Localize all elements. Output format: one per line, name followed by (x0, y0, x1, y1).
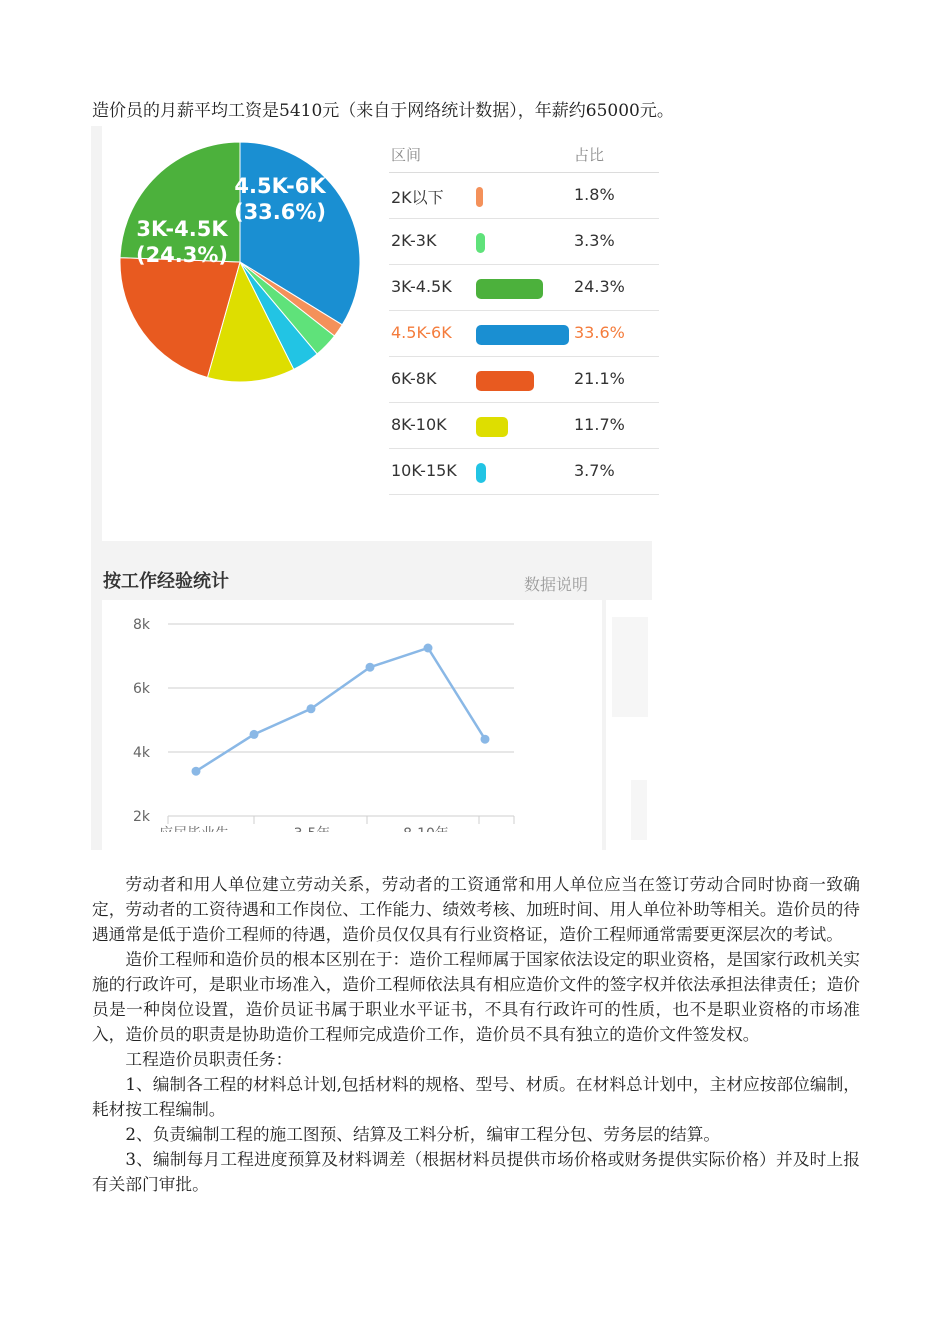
pie-slice-label: (33.6%) (233, 200, 327, 224)
side-placeholder-top (612, 617, 648, 717)
paragraph: 造价工程师和造价员的根本区别在于：造价工程师属于国家依法设定的职业资格，是国家行政机关实施的行政许可，是职业市场准入，造价工程师依法具有相应造价文件的签字权并依法承担法律责任；造价员是一种岗位设置，造价员证书属于职业水平证书，不具有行政许可的性质，也不是职业资格的市场准入，造价员的职责是协助造价工程师完成造价工作，造价员不具有独立的造价文件签发权。 (92, 949, 860, 1044)
range-label: 10K-15K (391, 461, 457, 480)
paragraph: 工程造价员职责任务： (125, 1049, 293, 1069)
y-tick-label: 2k (132, 809, 150, 825)
data-explanation-link[interactable]: 数据说明 (524, 575, 589, 594)
table-row (389, 311, 659, 357)
table-row (389, 173, 659, 219)
share-bar (476, 279, 543, 299)
header-share: 占比 (574, 146, 605, 164)
paragraph: 1、编制各工程的材料总计划,包括材料的规格、型号、材质。在材料总计划中，主材应按部位编制，耗材按工程编制。 (92, 1074, 860, 1119)
y-tick-label: 4k (132, 745, 150, 761)
share-value: 1.8% (574, 185, 615, 204)
range-label: 2K以下 (391, 188, 444, 207)
side-placeholder-bottom (631, 780, 647, 840)
experience-panel (91, 541, 652, 850)
series-line (196, 648, 485, 771)
data-point[interactable] (424, 644, 433, 653)
share-bar (476, 463, 486, 483)
data-point[interactable] (250, 730, 259, 739)
paragraph: 2、负责编制工程的施工图预、结算及工料分析，编审工程分包、劳务层的结算。 (125, 1124, 721, 1144)
share-bar (476, 325, 569, 345)
pie-slice-label: 4.5K-6K (234, 174, 326, 198)
pie-slice-label: 3K-4.5K (136, 217, 228, 241)
y-tick-label: 6k (132, 681, 150, 697)
range-label: 4.5K-6K (391, 323, 452, 342)
intro-text: 造价员的月薪平均工资是5410元（来自于网络统计数据），年薪约65000元。 (92, 101, 674, 121)
y-tick-label: 8k (132, 617, 150, 633)
body-text (92, 872, 860, 1197)
table-row (389, 219, 659, 265)
table-row (389, 357, 659, 403)
share-bar (476, 187, 483, 207)
data-point[interactable] (307, 704, 316, 713)
data-point[interactable] (481, 735, 490, 744)
share-value: 21.1% (574, 369, 625, 388)
range-label: 2K-3K (391, 231, 437, 250)
share-bar (476, 417, 508, 437)
salary-distribution-panel (91, 126, 652, 541)
paragraph: 劳动者和用人单位建立劳动关系，劳动者的工资通常和用人单位应当在签订劳动合同时协商一致确定，劳动者的工资待遇和工作岗位、工作能力、绩效考核、加班时间、用人单位补助等相关。造价员的待遇通常是低于造价工程师的待遇，造价员仅仅具有行业资格证，造价工程师通常需要更深层次的考试。 (92, 874, 860, 944)
table-row (389, 449, 659, 495)
pie-slice-label: (24.3%) (135, 243, 229, 267)
share-bar (476, 371, 534, 391)
range-label: 8K-10K (391, 415, 447, 434)
table-row (389, 265, 659, 311)
share-bar (476, 233, 485, 253)
data-point[interactable] (366, 663, 375, 672)
salary-range-table (389, 138, 659, 495)
experience-chart-area (102, 600, 602, 850)
experience-title: 按工作经验统计 (103, 571, 229, 592)
share-value: 11.7% (574, 415, 625, 434)
table-header (389, 138, 659, 173)
chart-side-area (606, 600, 652, 850)
experience-line-chart (102, 600, 602, 850)
share-value: 33.6% (574, 323, 625, 342)
data-point[interactable] (192, 767, 201, 776)
salary-pie-chart (102, 126, 382, 406)
range-label: 3K-4.5K (391, 277, 452, 296)
paragraph: 3、编制每月工程进度预算及材料调差（根据材料员提供市场价格或财务提供实际价格）并及时上报有关部门审批。 (92, 1149, 860, 1194)
table-row (389, 403, 659, 449)
chart-crop-edge (102, 832, 602, 850)
salary-distribution-card (102, 126, 652, 541)
range-label: 6K-8K (391, 369, 437, 388)
share-value: 3.7% (574, 461, 615, 480)
share-value: 24.3% (574, 277, 625, 296)
header-range: 区间 (391, 146, 422, 164)
share-value: 3.3% (574, 231, 615, 250)
